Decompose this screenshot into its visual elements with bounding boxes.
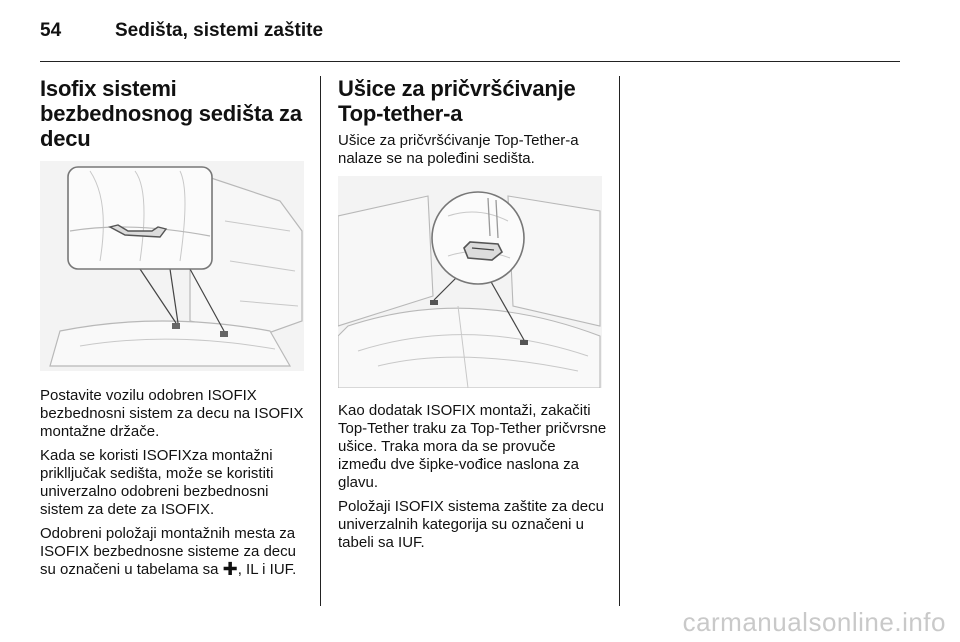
header-rule xyxy=(40,61,900,62)
isofix-heading: Isofix sistemi bezbednosnog sedišta za decu xyxy=(40,76,302,151)
top-tether-illustration xyxy=(338,176,602,388)
watermark: carmanualsonline.info xyxy=(682,607,946,637)
page-title: Sedišta, sistemi zaštite xyxy=(115,20,324,41)
isofix-paragraph-3-text: Odobreni položaji montažnih mesta za ISOFIX bezbednosne sisteme za decu su označeni u tabelama sa xyxy=(40,525,296,578)
top-tether-heading: Ušice za pričvršćivanje Top-tether-a xyxy=(338,76,576,126)
isofix-section xyxy=(40,76,306,585)
isofix-seat-illustration xyxy=(40,161,304,371)
top-tether-paragraph-2: Položaji ISOFIX sistema zaštite za decu univerzalnih kategorija su označeni u tabeli sa IUF. xyxy=(338,498,604,551)
column-divider-right xyxy=(619,76,620,606)
plus-symbol-icon: ✚ xyxy=(222,559,238,579)
top-tether-intro: Ušice za pričvršćivanje Top-Tether-a nalaze se na poleđini sedišta. xyxy=(338,132,579,167)
isofix-paragraph-2: Kada se koristi ISOFIXza montažni priklljučak sedišta, može se koristiti univerzalno odobreni bezbednosni sistem za dete za ISOFIX. xyxy=(40,447,274,518)
column-divider-left xyxy=(320,76,321,606)
page-header xyxy=(40,20,920,46)
top-tether-section xyxy=(338,76,608,558)
isofix-paragraph-1: Postavite vozilu odobren ISOFIX bezbednosni sistem za decu na ISOFIX montažne držače. xyxy=(40,387,304,440)
top-tether-paragraph-1: Kao dodatak ISOFIX montaži, zakačiti Top-Tether traku za Top-Tether pričvrsne ušice. Traka mora da se provuče između dve šipke-vođice naslona za glavu. xyxy=(338,402,607,491)
page-number: 54 xyxy=(40,20,62,41)
isofix-paragraph-3-end: , IL i IUF. xyxy=(237,561,297,578)
isofix-paragraph-3 xyxy=(40,525,306,579)
